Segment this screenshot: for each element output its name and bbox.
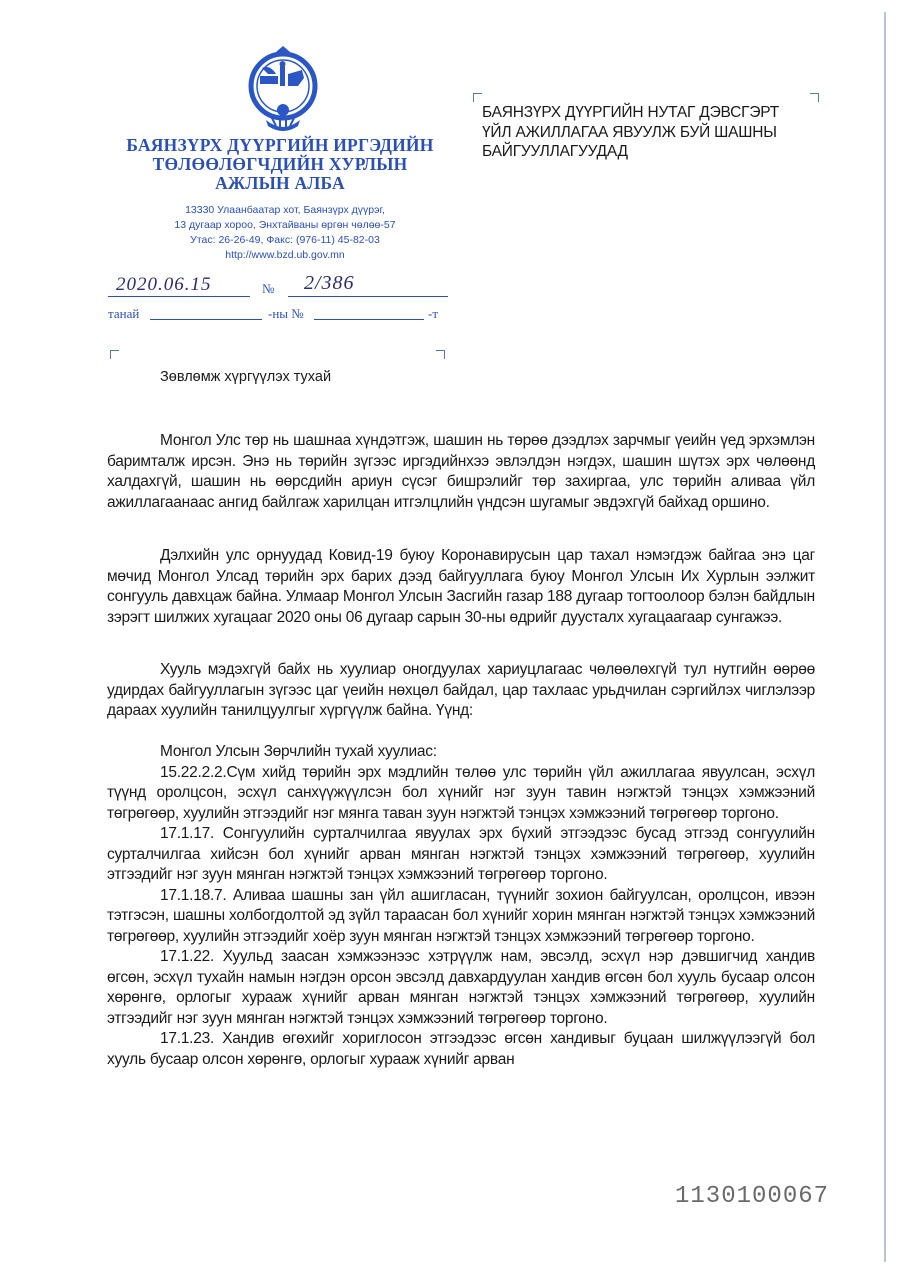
reference-row — [108, 304, 448, 324]
law-article: 17.1.23. Хандив өгөхийг хориглосон этгээдээс өгсөн хандивыг буцаан шилжүүлээгүй бол хууль бусаар олсон хөрөнгө, орлогыг хурааж хүнийг арван — [107, 1030, 815, 1068]
address-line: Утас: 26-26-49, Факс: (976-11) 45-82-03 — [190, 234, 380, 246]
addressee-line: БАЙГУУЛЛАГУУДАД — [482, 143, 628, 160]
law-article: 15.22.2.2.Сүм хийд төрийн эрх мэдлийн төлөө улс төрийн үйл ажиллагаа явуулсан, эсхүл түүнд оролцсон, эсхүл санхүүжүүлсэн бол хүнийг нэг зуун тавин нэгжтэй тэнцэх хэмжээний төгрөгөөр, хуулийн этгээдийг нэг мянга таван зуун нэгжтэй тэнцэх хэмжээний төгрөгөөр торгоно. — [107, 763, 815, 822]
addressee-block — [482, 103, 822, 162]
org-name-line: АЖЛЫН АЛБА — [215, 173, 345, 193]
addressee-line: БАЯНЗҮРХ ДҮҮРГИЙН НУТАГ ДЭВСГЭРТ — [482, 104, 780, 121]
ref-blank-date — [150, 319, 262, 320]
date-number-row — [108, 272, 448, 300]
body-paragraph-3 — [107, 660, 815, 722]
addressee-corner-mark — [473, 93, 482, 102]
address-line: 13330 Улаанбаатар хот, Баянзүрх дүүрэг, — [185, 204, 385, 216]
registration-stamp-number: 1130100067 — [675, 1183, 830, 1210]
organization-name — [110, 136, 450, 193]
law-article: 17.1.22. Хуульд заасан хэмжээнээс хэтрүүлж нам, эвсэлд, эсхүл нэр дэвшигчид хандив өгсөн, эсхүл тухайн намын нэгдэн орсон эвсэлд давхардуулан хандив өгсөн бол хууль бусаар олсон хөрөнгө, орлогыг хурааж хүнийг арван мянган нэгжтэй тэнцэх хэмжээний төгрөгөөр, хуулийн этгээдийг нэг зуун мянган нэгжтэй тэнцэх хэмжээний төгрөгөөр торгоно. — [107, 948, 815, 1027]
organization-address — [110, 203, 460, 263]
org-name-line: БАЯНЗҮРХ ДҮҮРГИЙН ИРГЭДИЙН — [126, 135, 434, 155]
ref-label-yours: танай — [108, 306, 140, 321]
ref-label-suffix: -т — [428, 306, 439, 321]
law-title: Монгол Улсын Зөрчлийн тухай хуулиас: — [160, 743, 437, 760]
paragraph-text: Монгол Улс төр нь шашнаа хүндэтгэж, шашин нь төрөө дээдлэх зарчмыг үеийн үед эрхэмлэн баримталж ирсэн. Энэ нь төрийн зүгээс иргэдийнхээ эвлэлдэн нэгдэх, шашин шүтэх эрх чөлөөнд халдахгүй, шашин нь өөрсдийн ариун сүсэг бишрэлийг төр захиргаа, улс төрийн аливаа үйл ажиллагаанаас ангид байлгаж харилцан итгэлцлийн үндсэн шугамыг эвдэхгүй байхад оршино. — [107, 432, 815, 511]
subject-corner-mark — [436, 350, 445, 359]
body-paragraph-2 — [107, 546, 815, 628]
paragraph-text: Хууль мэдэхгүй байх нь хуулиар оногдуулах хариуцлагаас чөлөөлөхгүй тул нутгийн өөрөө удирдах байгууллагын зүгээс цаг үеийн нөхцөл байдал, цар тахлаас урьдчилан сэргийлэх чиглэлээр дараах хуулийн танилцуулгыг хүргүүлж байна. Үүнд: — [107, 661, 815, 719]
law-section — [107, 742, 815, 1070]
addressee-line: ҮЙЛ АЖИЛЛАГАА ЯВУУЛЖ БУЙ ШАШНЫ — [482, 123, 777, 141]
law-article: 17.1.18.7. Аливаа шашны зан үйл ашигласан, түүнийг зохион байгуулсан, оролцсон, ивээн тэтгэсэн, шашны холбогдолтой эд зүйл тараасан бол хүнийг хорин мянган нэгжтэй тэнцэх хэмжээний төгрөгөөр, хуулийн этгээдийг хоёр зуун мянган нэгжтэй тэнцэх хэмжээний төгрөгөөр торгоно. — [107, 886, 815, 945]
handwritten-date: 2020.06.15 — [116, 274, 212, 295]
paragraph-text: Дэлхийн улс орнуудад Ковид-19 буюу Коронавирусын цар тахал нэмэгдэж байгаа энэ цаг мөчид Монгол Улсад төрийн эрх барих дээд байгууллага буюу Монгол Улсын Их Хурлын ээлжит сонгууль давхцаж байна. Улмаар Монгол Улсын Засгийн газар 188 дугаар тогтоолоор бэлэн байдлын зэрэгт шилжих хугацааг 2020 оны 06 дугаар сарын 30-ны өдрийг дуусталх хугацаагаар сунгажээ. — [107, 547, 815, 626]
date-underline — [108, 296, 250, 297]
page-edge-line — [884, 12, 886, 1262]
addressee-corner-mark — [810, 93, 819, 102]
handwritten-number: 2/386 — [304, 272, 355, 294]
number-label: № — [262, 281, 275, 296]
state-emblem-icon — [238, 44, 328, 134]
ref-label-number: -ны № — [268, 306, 304, 321]
body-paragraph-1 — [107, 431, 815, 513]
law-article: 17.1.17. Сонгуулийн сурталчилгаа явуулах эрх бүхий этгээдээс бусад этгээд сонгуулийн сурталчилгаа хийсэн бол хүнийг арван мянган нэгжтэй тэнцэх хэмжээний төгрөгөөр, хуулийн этгээдийг нэг зуун мянган нэгжтэй тэнцэх хэмжээний төгрөгөөр торгоно. — [107, 825, 815, 883]
subject-corner-mark — [110, 350, 119, 359]
website-link: http://www.bzd.ub.gov.mn — [225, 249, 345, 261]
number-underline — [288, 296, 448, 297]
letter-subject: Зөвлөмж хүргүүлэх тухай — [160, 369, 332, 385]
address-line: 13 дугаар хороо, Энхтайваны өргөн чөлөө-57 — [174, 219, 396, 231]
ref-blank-number — [314, 319, 424, 320]
org-name-line: ТӨЛӨӨЛӨГЧДИЙН ХУРЛЫН — [152, 154, 408, 174]
